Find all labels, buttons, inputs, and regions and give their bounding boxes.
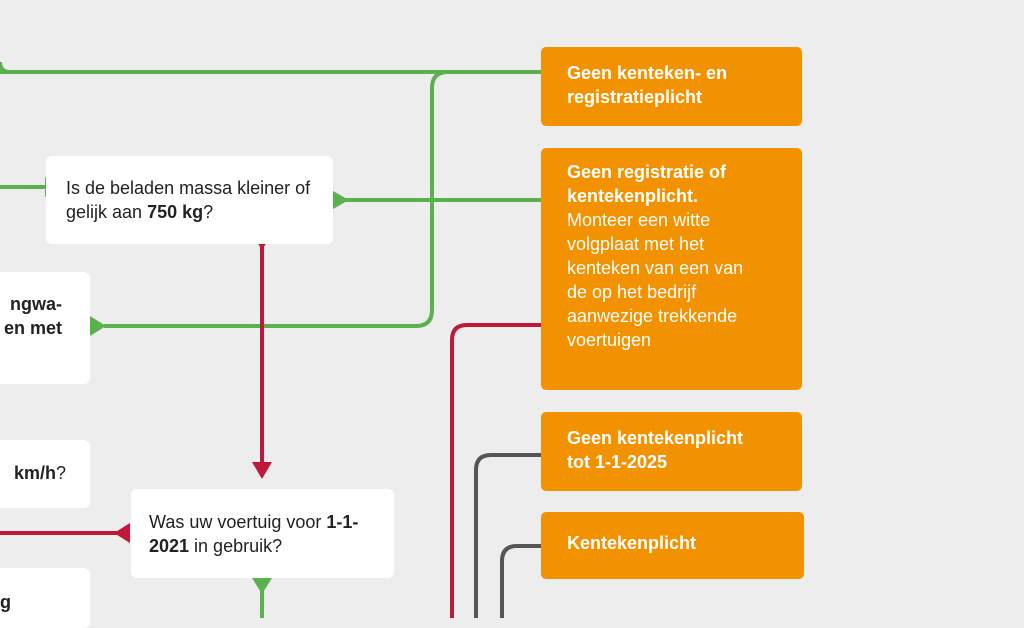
- partial-question-box-2: [0, 440, 90, 508]
- outcome-title-line: Kentekenplicht: [567, 533, 697, 553]
- outcome-no-registration-or-plate: [541, 148, 802, 390]
- outcome-body-line: voertuigen: [567, 330, 652, 350]
- arrow-into-date-question: [252, 462, 272, 479]
- partial-question-box-1: [0, 272, 90, 384]
- crossing-green: [418, 186, 446, 214]
- connector-top-green-cap: [0, 62, 10, 72]
- outcome-no-plate-until: [541, 412, 802, 491]
- arrow-date-left: [114, 523, 130, 543]
- outcome-body-line: kenteken van een van: [567, 258, 744, 278]
- outcome-plate-required: [541, 512, 804, 579]
- outcome-title-line: Geen kentekenplicht: [567, 428, 744, 448]
- partial-question-text-2: km/h?: [13, 463, 66, 483]
- crossing-red-green: [248, 312, 276, 340]
- arrow-out-of-left-box: [90, 316, 106, 336]
- mass-question-text: Is de beladen massa kleiner of gelijk aan 750 kg?: [66, 178, 311, 222]
- partial-question-text-3: g: [0, 592, 11, 612]
- date-question-box: [131, 489, 394, 578]
- outcome-title-line: kentekenplicht.: [567, 186, 699, 206]
- outcome-title-line: registratieplicht: [567, 87, 703, 107]
- partial-question-box-3: [0, 568, 90, 628]
- outcome-title-line: tot 1-1-2025: [567, 452, 668, 472]
- date-question-text: Was uw voertuig voor 1-1-2021 in gebruik?: [149, 512, 359, 556]
- outcome-body-line: volgplaat met het: [567, 234, 705, 254]
- connector-gray-1: [476, 455, 548, 618]
- outcome-body-line: de op het bedrijf: [567, 282, 697, 302]
- partial-question-text-1: ngwa- en met: [3, 294, 62, 338]
- outcome-body-line: aanwezige trekkende: [567, 306, 738, 326]
- outcome-body-line: Monteer een witte: [567, 210, 711, 230]
- mass-question-box: [46, 156, 333, 244]
- outcome-title-line: Geen registratie of: [567, 162, 727, 182]
- outcome-title-line: Geen kenteken- en: [567, 63, 728, 83]
- outcome-no-registration-and-plate: [541, 47, 802, 126]
